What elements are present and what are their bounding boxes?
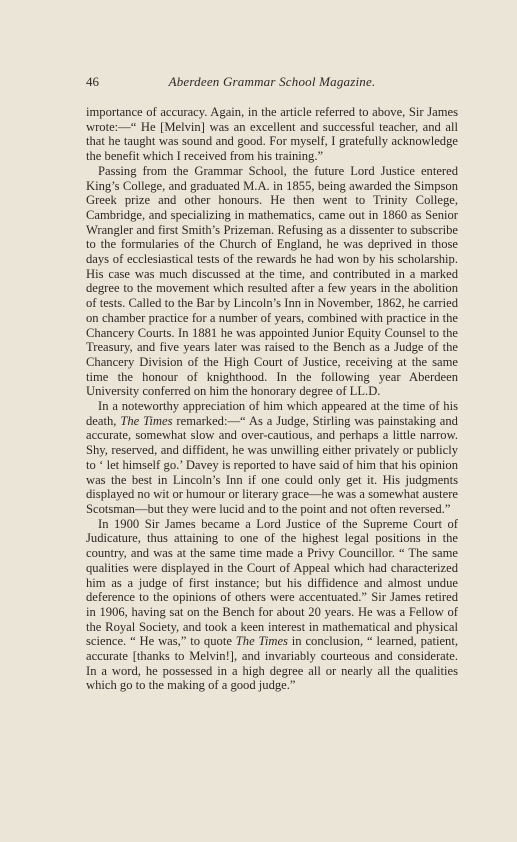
paragraph — [86, 164, 458, 399]
paragraph — [86, 399, 458, 517]
text-run: Passing from the Grammar School, the future Lord Justice entered King’s College, and graduated M.A. in 1855, being awarded the Simpson Greek prize and other honours. He then went to Trinity College, Cambridge, and specializing in mathematics, came out in 1860 as Senior Wrangler and first Smith’s Prizeman. Refusing as a dissenter to subscribe to the formularies of the Church of England, he was deprived in those days of ecclesiastical tests of the rewards he had won by his scholarship. His case was much discussed at the time, and contributed in a marked degree to the movement which resulted after a few years in the abolition of tests. Called to the Bar by Lincoln’s Inn in November, 1862, he carried on chamber practice for a number of years, combined with practice in the Chancery Courts. In 1881 he was appointed Junior Equity Counsel to the Treasury, and five years later was raised to the Bench as a Judge of the Chancery Division of the High Court of Justice, receiving at the same time the honour of knighthood. In the following year Aberdeen University conferred on him the honorary degree of LL.D. — [86, 163, 458, 399]
running-title: Aberdeen Grammar School Magazine. — [168, 74, 376, 89]
italic-title: The Times — [120, 413, 173, 428]
paragraph — [86, 105, 458, 164]
article-body — [86, 105, 458, 693]
text-run: importance of accuracy. Again, in the article referred to above, Sir James wrote:—“ He [Melvin] was an excellent and successful teacher, and all that he taught was sound and good. For myself, I gratefully acknowledge the benefit which I received from his training.” — [86, 105, 458, 164]
text-run: In a noteworthy appreciation of him which appeared at the time of his death, — [86, 399, 458, 428]
text-run: In 1900 Sir James became a Lord Justice of the Supreme Court of Judicature, thus attaining to one of the highest legal positions in the country, and was at the same time made a Privy Councillor. “ The same qualities were displayed in the Court of Appeal which had characterized him as a judge of first instance; but his diffidence and almost undue deference to the opinions of others were accentuated.” Sir James retired in 1906, having sat on the Bench for about 20 years. He was a Fellow of the Royal Society, and took a keen interest in mathematical and physical science. “ He was,” to quote — [86, 516, 458, 649]
paragraph — [86, 517, 458, 693]
italic-title: The Times — [235, 634, 288, 649]
text-run: remarked:—“ As a Judge, Stirling was painstaking and accurate, somewhat slow and over-cautious, and perhaps a little narrow. Shy, reserved, and diffident, he was unwilling either privately or publicly to ‘ let himself go.’ Davey is reported to have said of him that his opinion was the best in Lincoln’s Inn if one could only get it. His judgments displayed no wit or humour or literary grace—he was a somewhat austere Scotsman—but they were lucid and to the point and not often reversed.” — [86, 413, 458, 516]
page-number: 46 — [86, 74, 99, 89]
text-run: in conclusion, “ learned, patient, accurate [thanks to Melvin!], and invariably courteous and considerate. In a word, he possessed in a high degree all or nearly all the qualities which go to the making of a good judge.” — [86, 634, 458, 693]
